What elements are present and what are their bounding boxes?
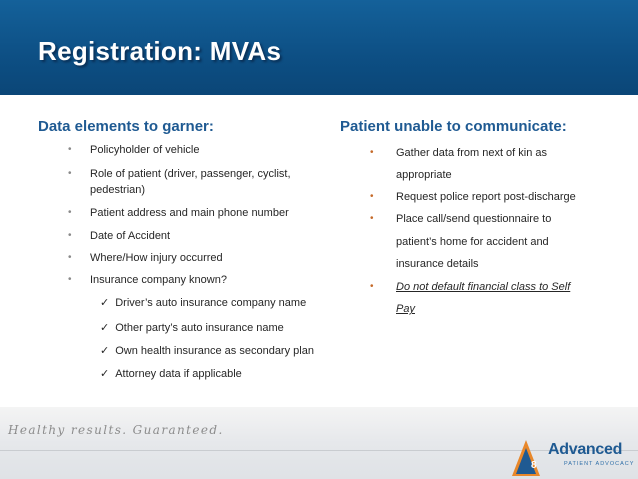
advanced-logo-icon — [510, 438, 542, 478]
list-item: • Where/How injury occurred — [68, 252, 223, 264]
checklist-item: ✓ Other party’s auto insurance name — [100, 322, 284, 334]
list-item-text: Place call/send questionnaire to — [396, 213, 552, 225]
checklist-item: ✓ Driver’s auto insurance company name — [100, 297, 307, 309]
tagline: Healthy results. Guaranteed. — [8, 423, 224, 437]
footer — [0, 407, 638, 479]
checkmark-icon: ✓ — [100, 297, 110, 309]
bullet-icon: • — [68, 144, 72, 155]
slide-title: Registration: MVAs — [38, 36, 282, 66]
bullet-icon: • — [370, 191, 374, 202]
list-item-text: Request police report post-discharge — [396, 191, 576, 203]
list-item: • Patient address and main phone number — [68, 207, 289, 219]
page-number: 8 — [531, 460, 537, 471]
list-item-text: appropriate — [396, 169, 452, 181]
list-item: • Role of patient (driver, passenger, cyclist, pedestrian) — [68, 168, 291, 196]
list-item: • Insurance company known? — [68, 274, 227, 286]
footer-divider — [0, 450, 638, 451]
list-item-text: Gather data from next of kin as — [396, 147, 548, 159]
checklist-item: ✓ Attorney data if applicable — [100, 368, 242, 380]
bullet-icon: • — [68, 252, 72, 263]
brand-name: Advanced — [548, 441, 623, 458]
checkmark-icon: ✓ — [100, 322, 110, 334]
bullet-icon: • — [370, 213, 374, 224]
bullet-icon: • — [68, 207, 72, 218]
list-item-text: Pay — [396, 303, 415, 315]
bullet-icon: • — [68, 168, 72, 179]
checklist-item: ✓ Own health insurance as secondary plan — [100, 345, 314, 357]
bullet-icon: • — [68, 230, 72, 241]
brand-subtitle: PATIENT ADVOCACY — [564, 461, 635, 467]
bullet-icon: • — [370, 147, 374, 158]
checkmark-icon: ✓ — [100, 368, 110, 380]
list-item-text: insurance details — [396, 258, 479, 270]
list-item: • Date of Accident — [68, 230, 171, 242]
bullet-icon: • — [68, 274, 72, 285]
list-item-text: Do not default financial class to Self — [396, 281, 571, 293]
list-item-text: patient’s home for accident and — [396, 236, 549, 248]
right-column-heading: Patient unable to communicate: — [340, 118, 567, 135]
list-item: • Policyholder of vehicle — [68, 144, 200, 156]
checkmark-icon: ✓ — [100, 345, 110, 357]
title-bar — [0, 0, 638, 95]
left-column-heading: Data elements to garner: — [38, 118, 214, 135]
bullet-icon: • — [370, 281, 374, 292]
